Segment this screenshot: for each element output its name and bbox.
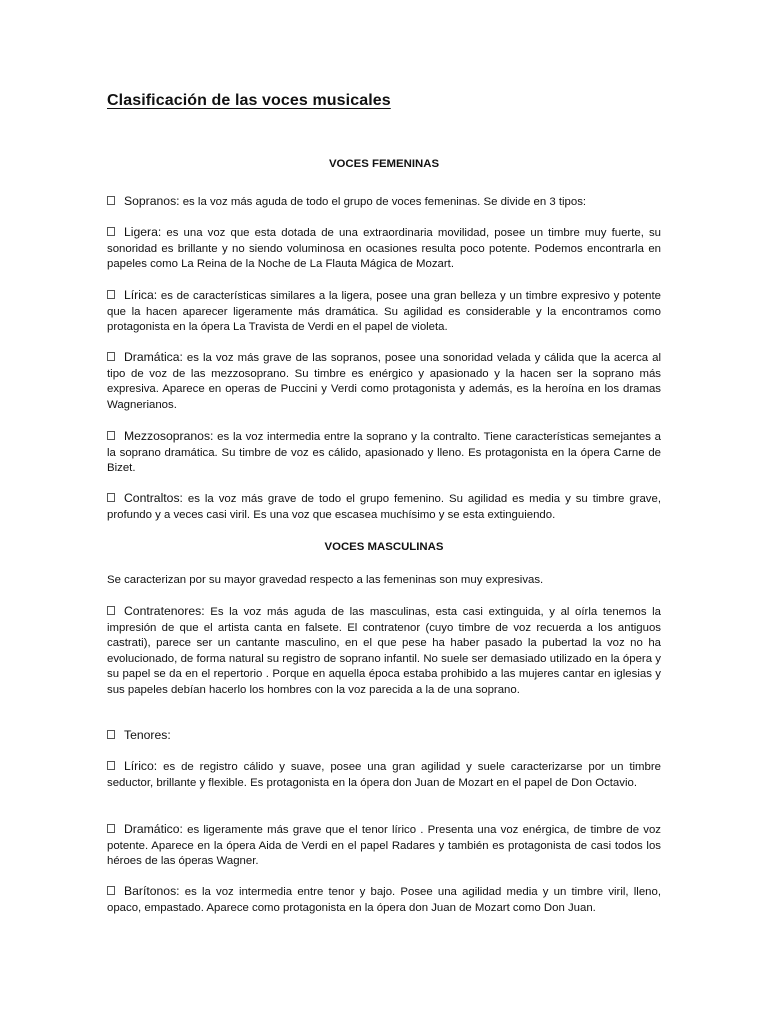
term-label: Lírica: <box>124 288 158 302</box>
term-label: Contraltos: <box>124 491 183 505</box>
paragraph-dramatico <box>107 822 661 870</box>
term-label: Ligera: <box>124 225 162 239</box>
bullet-box-icon <box>107 761 115 770</box>
term-label: Tenores: <box>124 728 171 742</box>
bullet-box-icon <box>107 493 115 502</box>
paragraph-text: es de características similares a la ligera, posee una gran belleza y un timbre expresivo y potente que la hacen aparecer ligeramente más dramática. Su agilidad es considerable y la encontramos como protagonista en la ópera La Travista de Verdi en el papel de violeta. <box>107 290 661 334</box>
paragraph-sopranos <box>107 194 661 211</box>
paragraph-contratenores <box>107 604 661 699</box>
bullet-box-icon <box>107 824 115 833</box>
paragraph-mezzosopranos <box>107 429 661 477</box>
paragraph-tenores <box>107 728 661 745</box>
document-title: Clasificación de las voces musicales <box>107 92 391 109</box>
term-label: Contratenores: <box>124 604 205 618</box>
paragraph-text: Es la voz más aguda de las masculinas, esta casi extinguida, y al oírla tenemos la impresión de que el artista canta en falsete. El contratenor (cuyo timbre de voz recuerda a los antiguos castrati), parece ser un cantante masculino, en el que pese ha haber pasado la pubertad la voz no ha evolucionado, de forma natural su registro de soprano infantil. No suele ser demasiado utilizado en la ópera y su papel se da en el repertorio . Porque en aquella época estaba prohibido a las mujeres cantar en iglesias y sus papeles debían hacerlo los hombres con la voz parecida a la de una soprano. <box>107 606 661 696</box>
bullet-box-icon <box>107 886 115 895</box>
term-label: Barítonos: <box>124 884 180 898</box>
paragraph-text: es de registro cálido y suave, posee una gran agilidad y suele caracterizarse por un timbre seductor, brillante y flexible. Es protagonista en la ópera don Juan de Mozart en el papel de Don Octavio. <box>107 761 661 789</box>
paragraph-text: es la voz intermedia entre la soprano y la contralto. Tiene características semejantes a la soprano dramática. Su timbre de voz es cálido, apasionado y lleno. Es protagonista en la ópera Carne de Bizet. <box>107 431 661 475</box>
term-label: Dramático: <box>124 822 183 836</box>
term-label: Dramática: <box>124 350 183 364</box>
bullet-box-icon <box>107 290 115 299</box>
paragraph-text: es la voz más aguda de todo el grupo de voces femeninas. Se divide en 3 tipos: <box>179 196 587 208</box>
paragraph-ligera <box>107 225 661 273</box>
term-label: Lírico: <box>124 759 158 773</box>
paragraph-text: es la voz intermedia entre tenor y bajo. Posee una agilidad media y un timbre viril, lleno, opaco, empastado. Aparece como protagonista en la ópera don Juan de Mozart como Don Juan. <box>107 886 661 914</box>
bullet-box-icon <box>107 431 115 440</box>
paragraph-text: es una voz que esta dotada de una extraordinaria movilidad, posee un timbre muy fuerte, su sonoridad es brillante y no siendo voluminosa en ocasiones resulta poco potente. Podemos encontrarla en papeles como La Reina de la Noche de La Flauta Mágica de Mozart. <box>107 227 661 271</box>
paragraph-text: es la voz más grave de todo el grupo femenino. Su agilidad es media y su timbre grave, profundo y a veces casi viril. Es una voz que escasea muchísimo y se esta extinguiendo. <box>107 493 661 521</box>
bullet-box-icon <box>107 352 115 361</box>
term-label: Mezzosopranos: <box>124 429 214 443</box>
paragraph-text: es ligeramente más grave que el tenor lírico . Presenta una voz enérgica, de timbre de voz potente. Aparece en la ópera Aida de Verdi en el papel Radares y también es protagonista de casi todos los héroes de las óperas Wagner. <box>107 824 661 868</box>
bullet-box-icon <box>107 227 115 236</box>
section-heading-masculinas: VOCES MASCULINAS <box>324 541 444 553</box>
bullet-box-icon <box>107 196 115 205</box>
paragraph-dramatica <box>107 350 661 413</box>
section-heading-femeninas: VOCES FEMENINAS <box>328 158 440 170</box>
paragraph-baritonos <box>107 884 661 916</box>
paragraph-intro-masculinas: Se caracterizan por su mayor gravedad respecto a las femeninas son muy expresivas. <box>107 574 544 586</box>
bullet-box-icon <box>107 730 115 739</box>
paragraph-contraltos <box>107 491 661 523</box>
bullet-box-icon <box>107 606 115 615</box>
paragraph-text: es la voz más grave de las sopranos, posee una sonoridad velada y cálida que la acerca al tipo de voz de las mezzosoprano. Su timbre es enérgico y apasionado y la hacen ser la soprano más expresiva. Aparece en operas de Puccini y Verdi como protagonista y además, es la heroína en los dramas Wagnerianos. <box>107 352 661 411</box>
paragraph-lirica <box>107 288 661 336</box>
term-label: Sopranos: <box>124 194 180 208</box>
paragraph-lirico <box>107 759 661 791</box>
